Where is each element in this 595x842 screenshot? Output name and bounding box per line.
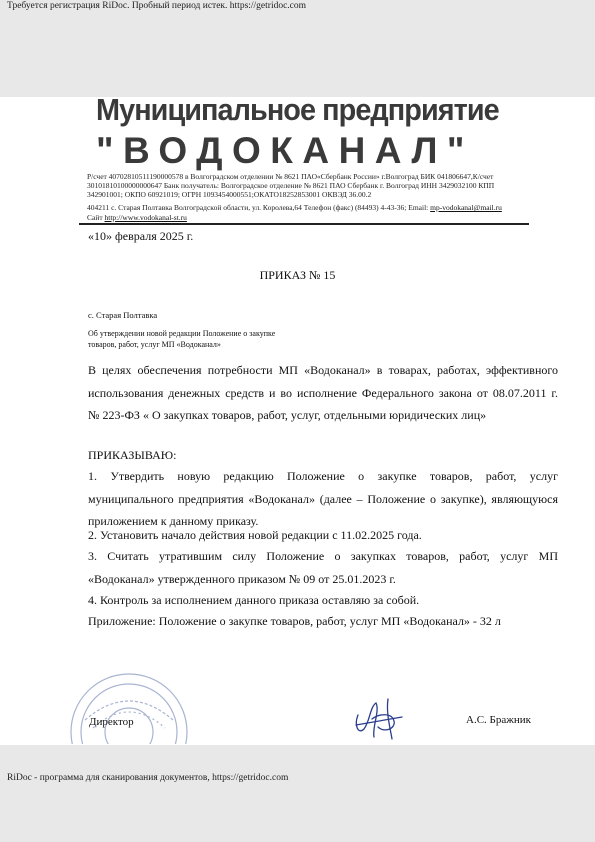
order-title: ПРИКАЗ № 15 [259,268,336,282]
item-line: муниципального предприятия «Водоканал» (далее – Положение о закупке), являющуюся [88,491,558,506]
site-link[interactable]: http://www.vodokanal-st.ru [104,213,187,222]
order-item-4 [88,589,558,612]
order-item-3 [88,545,558,590]
email-link[interactable]: mp-vodokanal@mail.ru [430,203,502,212]
watermark-bottom-band [0,745,595,842]
requisites-line-2: 30101810100000000647 Банк получатель: Волгоградское отделение № 8621 ПАО Сбербанк г. Волгоград ИНН 3429032100 КПП [87,181,495,190]
document-date: «10» февраля 2025 г. [88,229,194,243]
address-line [87,203,502,212]
order-subject [88,329,275,350]
intro-line: № 223-ФЗ « О закупках товаров, работ, услуг, отдельными юридических лиц» [88,408,487,422]
site-line [87,213,187,222]
issue-place: с. Старая Полтавка [88,310,158,320]
item-line: 3. Считать утратившим силу Положение о закупках товаров, работ, услуг МП [88,549,558,563]
item-line: «Водоканал» утвержденного приказом № 09 от 25.01.2023 г. [88,571,396,586]
org-name-line2: "ВОДОКАНАЛ" [96,130,474,171]
order-item-1 [88,465,558,533]
intro-line: использования денежных средств и во исполнение Федерального закона от 08.07.2011 г. [88,385,558,400]
item-line: 4. Контроль за исполнением данного приказа оставляю за собой. [88,593,420,607]
watermark-top-band [0,0,595,97]
signature-icon [350,695,406,741]
requisites-line-1: Р/счет 40702810511190000578 в Волгоградском отделении № 8621 ПАО«Сбербанк России» г.Волгоград БИК 041806647,К/счет [87,172,494,181]
requisites-line-3: 342901001; ОКПО 60921019; ОГРН 1093454000551;ОКАТО18252853001 ОКВЭД 36.00.2 [87,190,372,199]
appendix-note [88,610,558,633]
letterhead-divider [79,223,529,225]
item-line: приложением к данному приказу. [88,514,259,528]
site-label: Сайт [87,213,105,222]
item-line: 2. Установить начало действия новой редакции с 11.02.2025 года. [88,528,422,542]
org-name-line1: Муниципальное предприятие [96,92,499,127]
address-text: 404211 с. Старая Полтавка Волгоградской области, ул. Королева,64 Телефон (факс) (84493) 4-43-36; Email: [87,203,431,212]
intro-paragraph [88,359,558,427]
director-label: Директор [89,716,134,728]
intro-line: В целях обеспечения потребности МП «Водоканал» в товарах, работах, эффективного [88,363,558,377]
item-line: 1. Утвердить новую редакцию Положение о закупке товаров, работ, услуг [88,469,558,483]
appendix-line: Приложение: Положение о закупке товаров, работ, услуг МП «Водоканал» - 32 л [88,614,501,628]
round-seal-stamp-icon [63,662,191,744]
watermark-bottom-text: RiDoc - программа для сканирования документов, https://getridoc.com [7,773,289,783]
order-command: ПРИКАЗЫВАЮ: [88,448,177,462]
watermark-top-text: Требуется регистрация RiDoc. Пробный период истек. https://getridoc.com [7,1,307,11]
subject-line: Об утверждении новой редакции Положение о закупке [88,329,276,338]
order-item-2 [88,524,558,547]
subject-line: товаров, работ, услуг МП «Водоканал» [88,339,221,349]
director-name: А.С. Бражник [466,714,531,726]
